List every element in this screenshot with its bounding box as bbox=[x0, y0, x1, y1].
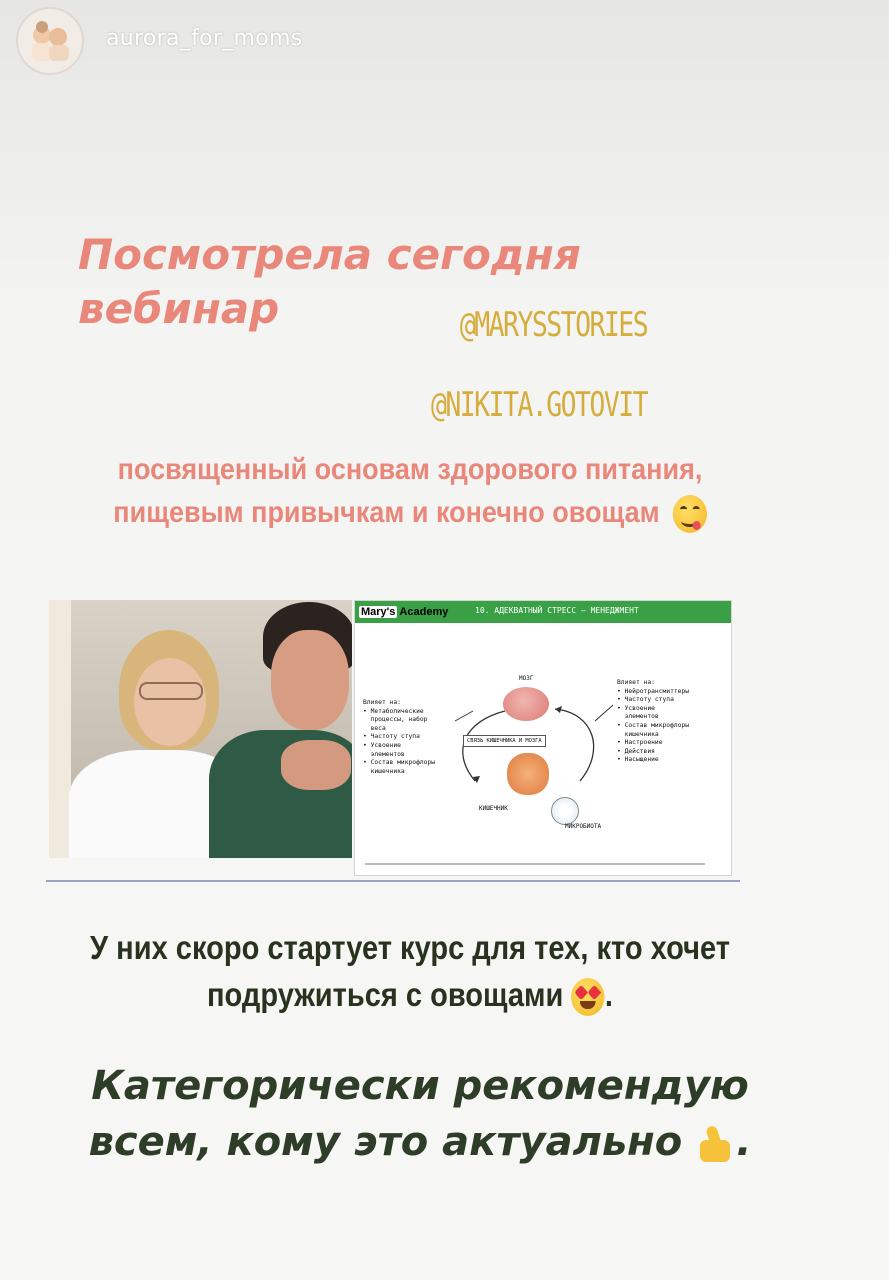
slide-footnote-line bbox=[365, 863, 705, 865]
announcement-end: . bbox=[604, 976, 613, 1013]
recommendation-end: . bbox=[736, 1119, 752, 1165]
gut-label: КИШЕЧНИК bbox=[479, 805, 508, 812]
webinar-video-frame bbox=[49, 600, 352, 858]
slide-right-column bbox=[617, 679, 689, 765]
thumbs-up-emoji-icon bbox=[696, 1124, 736, 1164]
heart-eyes-emoji-icon bbox=[571, 978, 604, 1016]
subtitle-text: посвященный основам здорового питания, пищевым привычкам и конечно овощам bbox=[113, 453, 703, 529]
avatar-illustration bbox=[18, 9, 82, 73]
username[interactable]: aurora_for_moms bbox=[106, 26, 303, 51]
recommendation bbox=[40, 1058, 800, 1170]
announcement-text: У них скоро стартует курс для тех, кто хочет подружиться с овощами bbox=[90, 929, 730, 1013]
slide-brand-rest: Academy bbox=[399, 606, 449, 618]
yum-face-emoji-icon bbox=[672, 495, 706, 533]
webinar-slide bbox=[354, 600, 732, 876]
baby-avatar-icon[interactable] bbox=[16, 7, 84, 75]
microbiota-label: МИКРОБИОТА bbox=[565, 823, 602, 830]
brain-label: МОЗГ bbox=[519, 675, 534, 682]
brain-icon bbox=[503, 687, 549, 721]
left-heading: Влияет на: bbox=[363, 699, 401, 706]
right-items: • Нейротрансмиттеры • Частоту ступа • Усвоение элементов • Состав микрофлоры кишечника • Настроение • Действия • Насыщение bbox=[617, 687, 690, 764]
intestine-icon bbox=[507, 753, 549, 795]
story-subtitle bbox=[113, 448, 707, 534]
screenshot-divider bbox=[46, 880, 740, 882]
microbiota-icon bbox=[551, 797, 579, 825]
gut-brain-link-label: СВЯЗЬ КИШЕЧНИКА И МОЗГА bbox=[463, 735, 546, 747]
slide-left-column bbox=[363, 699, 435, 776]
course-announcement bbox=[84, 924, 735, 1018]
story-title: Посмотрела сегодня вебинар bbox=[78, 230, 581, 333]
slide-brand-box: Mary's bbox=[361, 606, 396, 618]
mention-marysstories[interactable]: @MARYSSTORIES bbox=[459, 305, 647, 345]
recommendation-text: Категорически рекомендую всем, кому это актуально bbox=[88, 1063, 749, 1165]
slide-title: 10. АДЕКВАТНЫЙ СТРЕСС – МЕНЕДЖМЕНТ bbox=[475, 606, 639, 615]
mention-nikita-gotovit[interactable]: @NIKITA.GOTOVIT bbox=[430, 385, 647, 425]
story-header bbox=[0, 0, 889, 90]
right-heading: Влияет на: bbox=[617, 679, 655, 686]
left-items: • Метаболические процессы, набор веса • Частоту ступа • Усвоение элементов • Состав микрофлоры кишечника bbox=[363, 707, 436, 775]
